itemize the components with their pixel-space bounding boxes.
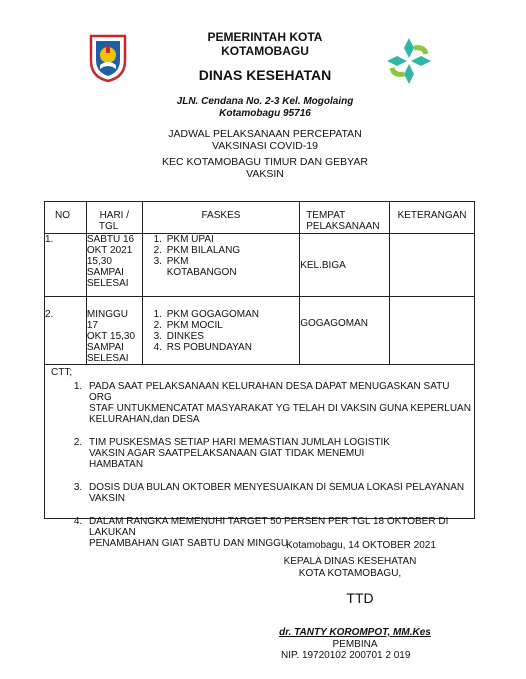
government-name xyxy=(150,30,380,58)
office-address xyxy=(150,96,380,120)
note-item xyxy=(85,381,474,425)
title-line-4: VAKSIN xyxy=(246,168,284,180)
header-no: NO xyxy=(45,202,87,234)
table-header-row xyxy=(45,202,475,234)
note-item xyxy=(85,482,474,504)
row-no: 1. xyxy=(45,234,87,297)
city-line: KOTAMOBAGU xyxy=(221,44,309,58)
header-keterangan: KETERANGAN xyxy=(390,202,475,234)
tempat-value: GOGAGOMAN xyxy=(300,318,368,329)
date-line: MINGGU 17 xyxy=(86,309,128,331)
table-row xyxy=(45,297,475,365)
office-name: DINAS KESEHATAN xyxy=(198,67,332,83)
city-seal-logo xyxy=(88,33,128,83)
note-line: KELURAHAN,dan DESA xyxy=(89,414,200,425)
ttd-mark: TTD xyxy=(346,590,374,606)
faskes-item: 1. PKM GOGAGOMAN xyxy=(165,309,299,320)
header-tempat-1: TEMPAT xyxy=(306,210,346,221)
row-no: 2. xyxy=(45,297,87,365)
row-date xyxy=(86,234,142,297)
note-line: 3. DOSIS DUA BULAN OKTOBER MENYESUAIKAN DI SEMUA LOKASI PELAYANAN xyxy=(89,482,465,493)
notes-label: CTT; xyxy=(51,367,73,378)
faskes-item: 3. DINKES xyxy=(165,331,299,342)
note-line: VAKSIN xyxy=(89,493,125,504)
note-line: PENAMBAHAN GIAT SABTU DAN MINGGU. xyxy=(89,538,291,549)
header-hari: HARI / xyxy=(99,210,130,221)
note-line: HAMBATAN xyxy=(89,459,144,470)
row-tempat xyxy=(300,297,390,365)
date-line: 15,30 xyxy=(86,256,112,267)
table-row xyxy=(45,234,475,297)
faskes-item: 3. PKM KOTABANGON xyxy=(165,256,237,278)
faskes-list xyxy=(143,309,299,353)
row-date xyxy=(86,297,142,365)
date-line: OKT 2021 xyxy=(86,245,133,256)
tempat-value: KEL.BIGA xyxy=(300,260,346,271)
place-date: Kotamobagu, 14 OKTOBER 2021 xyxy=(286,540,436,551)
note-line: STAF UNTUKMENCATAT MASYARAKAT YG TELAH DI VAKSIN GUNA KEPERLUAN xyxy=(89,403,471,414)
government-line: PEMERINTAH KOTA xyxy=(207,30,323,44)
title-line-1: JADWAL PELAKSANAAN PERCEPATAN xyxy=(168,128,362,140)
signatory-name: dr. TANTY KOROMPOT, MM.Kes xyxy=(279,627,431,638)
faskes-item: 2. PKM MOCIL xyxy=(165,320,299,331)
document-title xyxy=(150,128,380,180)
row-keterangan xyxy=(390,297,475,365)
notes-list xyxy=(45,381,474,549)
row-tempat xyxy=(300,234,390,297)
ministry-health-logo xyxy=(384,36,434,86)
faskes-item: 1. PKM UPAI xyxy=(165,234,299,245)
note-line: VAKSIN AGAR SAATPELAKSANAAN GIAT TIDAK MENEMUI xyxy=(89,448,365,459)
note-item xyxy=(85,437,474,470)
faskes-list xyxy=(143,234,299,278)
title-line-2: VAKSINASI COVID-19 xyxy=(211,140,318,152)
faskes-item: 2. PKM BILALANG xyxy=(165,245,299,256)
signatory-rank: PEMBINA xyxy=(332,639,378,650)
address-postal: Kotamobagu 95716 xyxy=(219,108,311,119)
faskes-item: 4. RS POBUNDAYAN xyxy=(165,342,299,353)
signatory-position xyxy=(270,556,430,580)
date-line: SAMPAI xyxy=(86,342,124,353)
note-line: 2. TIM PUSKESMAS SETIAP HARI MEMASTIAN JUMLAH LOGISTIK xyxy=(89,437,390,448)
position-line-1: KEPALA DINAS KESEHATAN xyxy=(283,556,417,567)
row-keterangan xyxy=(390,234,475,297)
header-tempat xyxy=(300,202,390,234)
date-line: SABTU 16 xyxy=(86,234,135,245)
date-line: SAMPAI xyxy=(86,267,124,278)
header-tgl: TGL xyxy=(98,221,119,232)
signatory-block xyxy=(270,627,440,651)
date-line: SELESAI xyxy=(86,278,129,289)
date-line: OKT 15,30 xyxy=(86,331,136,342)
date-line: SELESAI xyxy=(86,353,129,364)
row-faskes xyxy=(142,297,299,365)
position-line-2: KOTA KOTAMOBAGU, xyxy=(298,568,402,579)
note-line: 4. DALAM RANGKA MEMENUHI TARGET 50 PERSEN PER TGL 18 OKTOBER DI LAKUKAN xyxy=(89,516,449,538)
header-hari-tgl xyxy=(86,202,142,234)
signatory-nip: NIP. 19720102 200701 2 019 xyxy=(281,650,411,661)
address-line: JLN. Cendana No. 2-3 Kel. Mogolaing xyxy=(176,96,354,107)
note-line: 1. PADA SAAT PELAKSANAAN KELURAHAN DESA DAPAT MENUGASKAN SATU ORG xyxy=(89,381,450,403)
header-faskes: FASKES xyxy=(142,202,299,234)
title-line-3: KEC KOTAMOBAGU TIMUR DAN GEBYAR xyxy=(162,156,368,168)
schedule-table xyxy=(44,201,475,365)
header-tempat-2: PELAKSANAAN xyxy=(306,221,380,232)
row-faskes xyxy=(142,234,299,297)
